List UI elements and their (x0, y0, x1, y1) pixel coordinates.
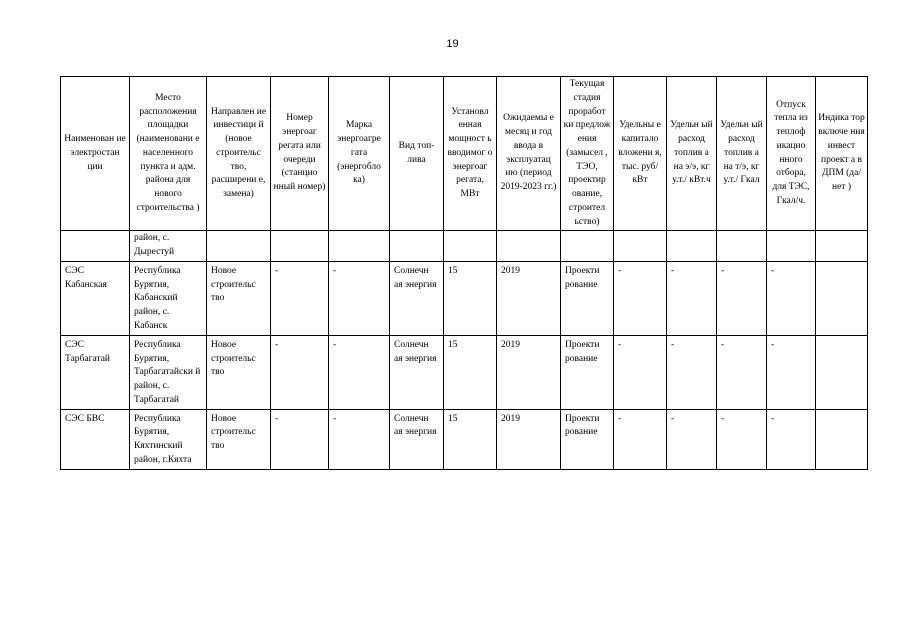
table-cell: - (329, 335, 390, 409)
header-cell: Удельн ый расход топлив а на т/э, кг у.т./ Гкал (717, 77, 767, 231)
table-cell (667, 231, 717, 262)
table-cell: 15 (444, 261, 497, 335)
table-cell: район, с. Дырестуй (130, 231, 207, 262)
header-cell: Марка энергоагре гата (энергобло ка) (329, 77, 390, 231)
table-cell (61, 231, 130, 262)
table-cell (816, 231, 868, 262)
page-number: 19 (446, 38, 459, 50)
table-cell: - (614, 261, 667, 335)
table-cell (767, 231, 816, 262)
table-cell: Солнечн ая энергия (390, 409, 444, 469)
table-row (61, 335, 868, 409)
header-cell: Текущая стадия проработ ки предлож ения (замысел , ТЭО, проектир ование, строител ьство) (561, 77, 614, 231)
table-cell (816, 335, 868, 409)
header-cell: Установл енная мощност ь вводимог о энергоаг регата, МВт (444, 77, 497, 231)
table-cell: Проекти рование (561, 261, 614, 335)
table-cell: - (667, 335, 717, 409)
table-row (61, 409, 868, 469)
table-cell: 2019 (497, 335, 561, 409)
table-cell: - (271, 409, 329, 469)
table-cell: Республика Бурятия, Кяхтинский район, г.Кяхта (130, 409, 207, 469)
table-cell: Новое строительс тво (207, 335, 271, 409)
table-cell (271, 231, 329, 262)
table-cell: - (271, 261, 329, 335)
table-cell: 2019 (497, 409, 561, 469)
table-cell (329, 231, 390, 262)
header-cell: Направлен ие инвестици й (новое строительс тво, расширени е, замена) (207, 77, 271, 231)
table-cell: Новое строительс тво (207, 409, 271, 469)
table-cell: - (667, 261, 717, 335)
table-cell: Новое строительс тво (207, 261, 271, 335)
table-cell (390, 231, 444, 262)
table-cell: - (614, 335, 667, 409)
table-cell: - (717, 261, 767, 335)
table-cell: - (767, 335, 816, 409)
table-cell (816, 409, 868, 469)
table-cell: - (329, 409, 390, 469)
table-cell: Республика Бурятия, Тарбагатайски й район, с. Тарбагатай (130, 335, 207, 409)
header-cell: Индика тор включе ния инвест проект а в ДПМ (да/нет ) (816, 77, 868, 231)
header-cell: Ожидаемы е месяц и год ввода в эксплуатац ию (период 2019-2023 гг.) (497, 77, 561, 231)
power-plants-table (60, 76, 868, 470)
table-cell: - (717, 335, 767, 409)
table-cell: Республика Бурятия, Кабанский район, с. Кабанск (130, 261, 207, 335)
table-cell: - (717, 409, 767, 469)
table-cell: Солнечн ая энергия (390, 335, 444, 409)
header-cell: Наименован ие электростан ции (61, 77, 130, 231)
table-cell (444, 231, 497, 262)
table-cell (497, 231, 561, 262)
table-cell: - (767, 261, 816, 335)
header-cell: Отпуск тепла из теплоф икацио нного отбора, для ТЭС, Гкал/ч. (767, 77, 816, 231)
table-row (61, 231, 868, 262)
table-cell: СЭС Тарбагатай (61, 335, 130, 409)
table-cell (816, 261, 868, 335)
table-cell (561, 231, 614, 262)
table-cell: СЭС БВС (61, 409, 130, 469)
table-cell: Солнечн ая энергия (390, 261, 444, 335)
header-row (61, 77, 868, 231)
table-cell: - (614, 409, 667, 469)
table-cell (614, 231, 667, 262)
table-cell (717, 231, 767, 262)
header-cell: Вид топ-лива (390, 77, 444, 231)
header-cell: Удельны е капитало вложени я, тыс. руб/ кВт (614, 77, 667, 231)
table-cell: 15 (444, 335, 497, 409)
table-cell (207, 231, 271, 262)
table-cell: Проекти рование (561, 335, 614, 409)
table-cell: - (667, 409, 717, 469)
table-cell: Проекти рование (561, 409, 614, 469)
table-cell: СЭС Кабанская (61, 261, 130, 335)
header-cell: Удельн ый расход топлив а на э/э, кг у.т./ кВт.ч (667, 77, 717, 231)
table-row (61, 261, 868, 335)
header-cell: Номер энергоаг регата или очереди (станцио нный номер) (271, 77, 329, 231)
header-cell: Место расположения площадки (наименовани е населенного пункта и адм. района для нового строительства ) (130, 77, 207, 231)
table-cell: 2019 (497, 261, 561, 335)
table-cell: - (767, 409, 816, 469)
table-cell: 15 (444, 409, 497, 469)
table-cell: - (271, 335, 329, 409)
table-cell: - (329, 261, 390, 335)
